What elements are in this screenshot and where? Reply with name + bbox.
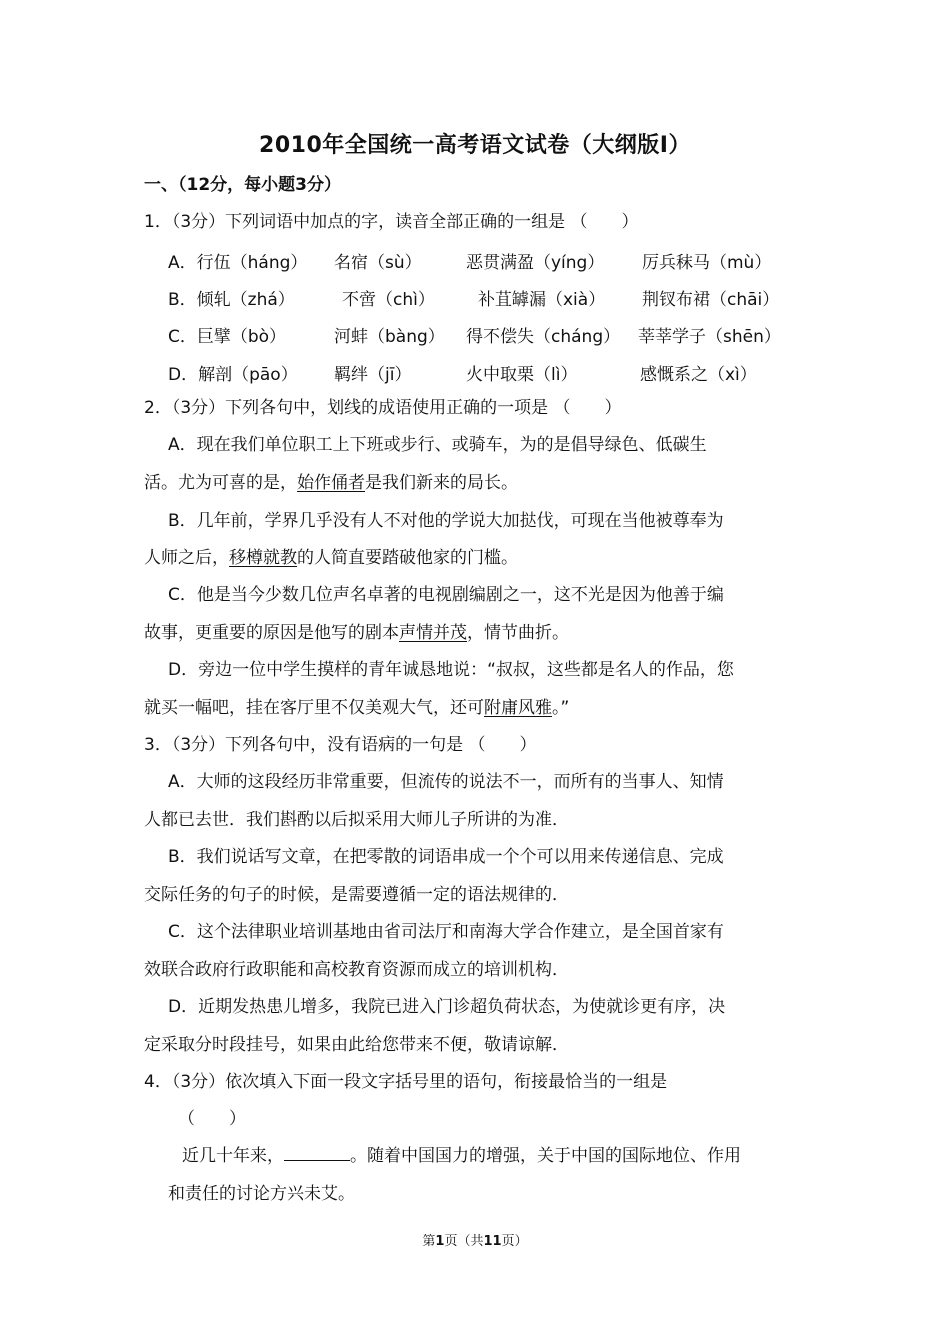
option-cell: A．行伍（háng） xyxy=(168,253,308,273)
option-cell: 莘莘学子（shēn） xyxy=(638,327,781,347)
option-cell: 名宿（sù） xyxy=(334,253,422,273)
question-4-answer-paren: （ ） xyxy=(178,1109,246,1129)
question-2-c-line2 xyxy=(144,622,569,644)
option-cell: 厉兵秣马（mù） xyxy=(642,253,772,273)
question-3-b-line1: B．我们说话写文章，在把零散的词语串成一个个可以用来传递信息、完成 xyxy=(168,847,724,867)
option-cell: D．解剖（pāo） xyxy=(168,365,298,385)
text: 。随着中国国力的增强，关于中国的国际地位、作用 xyxy=(350,1146,741,1166)
option-cell: 河蚌（bàng） xyxy=(334,327,445,347)
underlined-idiom: 声情并茂 xyxy=(399,623,467,643)
question-3-c-line1: C．这个法律职业培训基地由省司法厅和南海大学合作建立，是全国首家有 xyxy=(168,922,724,942)
underlined-idiom: 始作俑者 xyxy=(297,473,365,493)
option-cell: 荆钗布裙（chāi） xyxy=(642,290,780,310)
text: 人师之后， xyxy=(144,548,229,568)
footer-prefix: 第 xyxy=(422,1234,436,1249)
section-heading: 一、（12分，每小题3分） xyxy=(144,175,341,195)
option-cell: 补苴罅漏（xià） xyxy=(478,290,606,310)
text: 是我们新来的局长。 xyxy=(365,473,518,493)
question-3-d-line2: 定采取分时段挂号，如果由此给您带来不便，敬请谅解． xyxy=(144,1035,569,1055)
underlined-idiom: 附庸风雅 xyxy=(484,698,552,718)
question-2-b-line2 xyxy=(144,547,518,569)
option-cell: B．倾轧（zhá） xyxy=(168,290,295,310)
question-1-stem: 1．（3分）下列词语中加点的字，读音全部正确的一组是 （ ） xyxy=(144,212,639,232)
option-cell: 得不偿失（cháng） xyxy=(466,327,621,347)
question-4-passage-line2: 和责任的讨论方兴未艾。 xyxy=(168,1184,355,1204)
footer-mid: 页（共 xyxy=(444,1234,484,1249)
question-2-c-line1: C．他是当今少数几位声名卓著的电视剧编剧之一，这不光是因为他善于编 xyxy=(168,585,724,605)
page-total: 11 xyxy=(483,1234,502,1249)
page-title: 2010年全国统一高考语文试卷（大纲版Ⅰ） xyxy=(259,133,691,158)
text: 近几十年来， xyxy=(182,1146,284,1166)
question-2-b-line1: B．几年前，学界几乎没有人不对他的学说大加挞伐，可现在当他被尊奉为 xyxy=(168,511,724,531)
option-cell: 恶贯满盈（yíng） xyxy=(466,253,605,273)
question-3-a-line2: 人都已去世．我们斟酌以后拟采用大师儿子所讲的为准． xyxy=(144,810,569,830)
question-3-d-line1: D．近期发热患儿增多，我院已进入门诊超负荷状态，为使就诊更有序，决 xyxy=(168,997,726,1017)
page-footer xyxy=(0,1230,950,1249)
text: 的人简直要踏破他家的门槛。 xyxy=(297,548,518,568)
text: 。” xyxy=(552,698,570,718)
question-4-stem: 4．（3分）依次填入下面一段文字括号里的语句，衔接最恰当的一组是 xyxy=(144,1072,668,1092)
question-2-a-line1: A．现在我们单位职工上下班或步行、或骑车，为的是倡导绿色、低碳生 xyxy=(168,435,707,455)
page-number: 1 xyxy=(435,1234,445,1249)
question-3-c-line2: 效联合政府行政职能和高校教育资源而成立的培训机构． xyxy=(144,960,569,980)
fill-in-blank xyxy=(284,1146,350,1161)
option-cell: 不啻（chì） xyxy=(342,290,435,310)
text: 就买一幅吧，挂在客厅里不仅美观大气，还可 xyxy=(144,698,484,718)
footer-suffix: 页） xyxy=(501,1234,528,1249)
text: ，情节曲折。 xyxy=(467,623,569,643)
question-3-stem: 3．（3分）下列各句中，没有语病的一句是 （ ） xyxy=(144,735,537,755)
question-2-d-line1: D．旁边一位中学生摸样的青年诚恳地说：“叔叔，这些都是名人的作品，您 xyxy=(168,660,734,680)
question-2-stem: 2．（3分）下列各句中，划线的成语使用正确的一项是 （ ） xyxy=(144,398,622,418)
option-cell: 感慨系之（xì） xyxy=(640,365,757,385)
text: 故事，更重要的原因是他写的剧本 xyxy=(144,623,399,643)
question-3-a-line1: A．大师的这段经历非常重要，但流传的说法不一，而所有的当事人、知情 xyxy=(168,772,724,792)
text: 活。尤为可喜的是， xyxy=(144,473,297,493)
question-2-a-line2 xyxy=(144,472,518,494)
option-cell: 火中取栗（lì） xyxy=(466,365,578,385)
question-3-b-line2: 交际任务的句子的时候，是需要遵循一定的语法规律的． xyxy=(144,885,569,905)
option-cell: C．巨擘（bò） xyxy=(168,327,287,347)
question-2-d-line2 xyxy=(144,697,569,719)
option-cell: 羁绊（jī） xyxy=(334,365,412,385)
underlined-idiom: 移樽就教 xyxy=(229,548,297,568)
question-4-passage-line1 xyxy=(182,1145,741,1167)
